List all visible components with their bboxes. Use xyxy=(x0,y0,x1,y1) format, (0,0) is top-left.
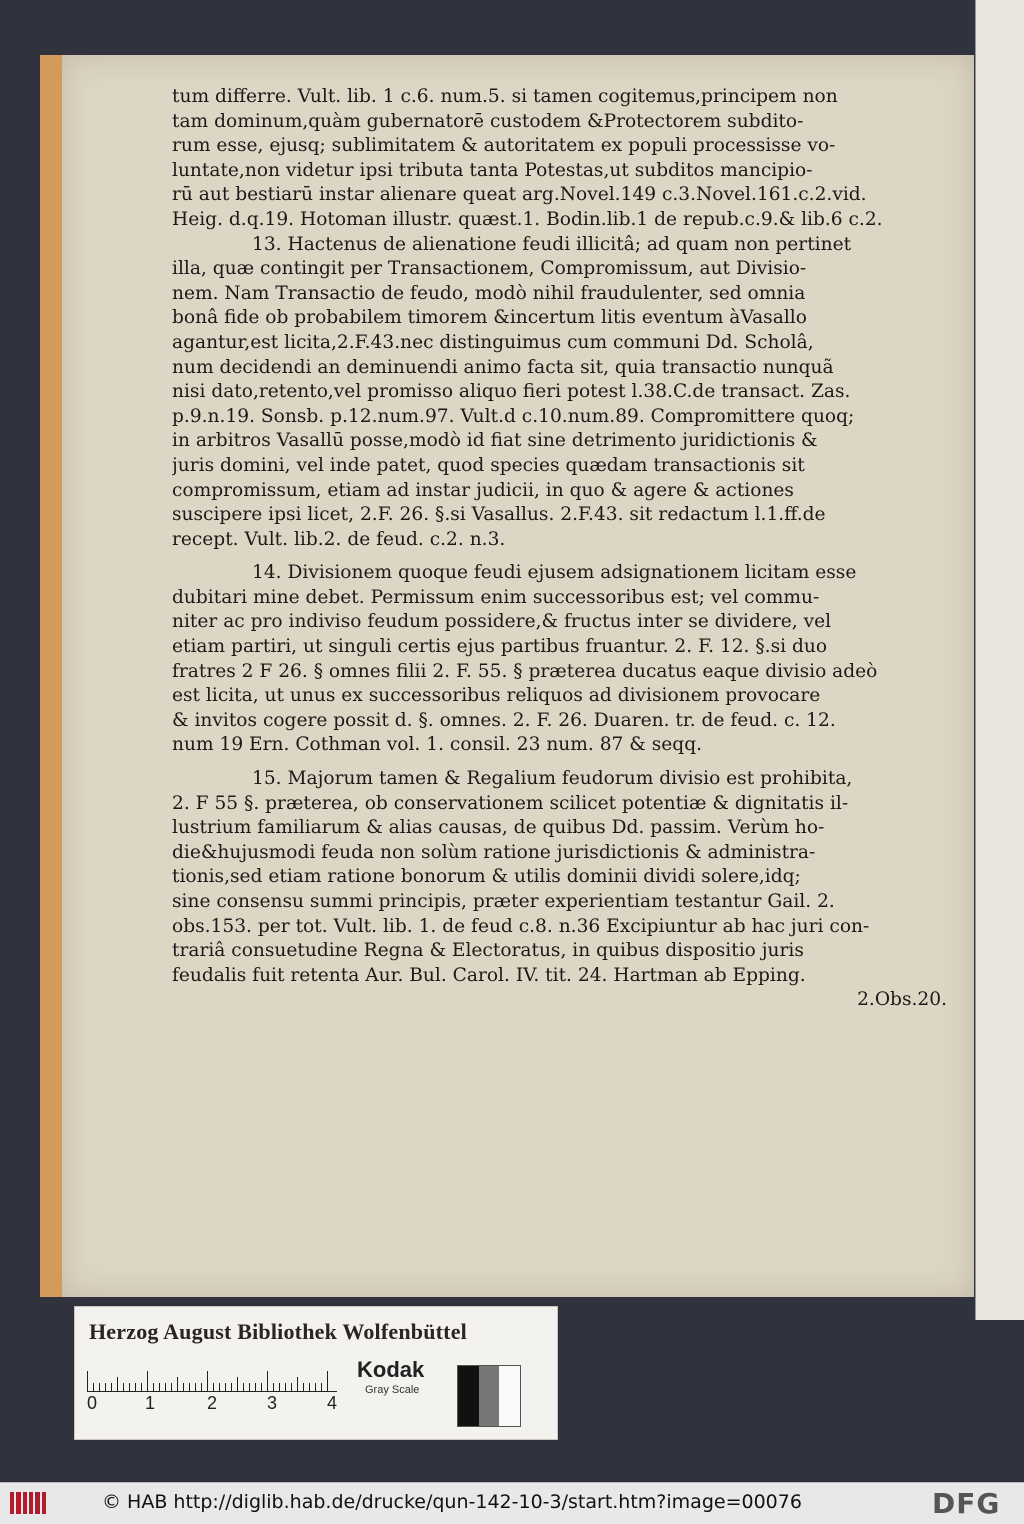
ruler-number: 2 xyxy=(207,1393,218,1413)
ruler-tick xyxy=(135,1383,136,1391)
text-line: agantur,est licita,2.F.43.nec distinguimus cum communi Dd. Scholâ, xyxy=(172,331,814,353)
text-line: obs.153. per tot. Vult. lib. 1. de feud c.8. n.36 Excipiuntur ab hac juri con- xyxy=(172,915,870,937)
kodak-logo: Kodak xyxy=(357,1357,425,1382)
text-line: sine consensu summi principis, præter experientiam testantur Gail. 2. xyxy=(172,891,835,912)
scale-ruler xyxy=(87,1371,337,1392)
text-line: dubitari mine debet. Permissum enim successoribus est; vel commu- xyxy=(172,586,820,608)
ruler-tick xyxy=(327,1371,328,1391)
ruler-tick xyxy=(279,1383,280,1391)
copyright-link[interactable]: © HAB http://diglib.hab.de/drucke/qun-142-10-3/start.htm?image=00076 xyxy=(102,1491,802,1513)
ruler-tick xyxy=(249,1383,250,1391)
text-line: bonâ fide ob probabilem timorem &incertum litis eventum àVasallo xyxy=(172,307,807,329)
ruler-number: 0 xyxy=(87,1393,98,1413)
ruler-tick xyxy=(111,1383,112,1391)
text-line: Heig. d.q.19. Hotoman illustr. quæst.1. Bodin.lib.1 de repub.c.9.& lib.6 c.2. xyxy=(172,208,883,230)
ruler-tick xyxy=(243,1383,244,1391)
ruler-tick xyxy=(183,1383,184,1391)
text-line: 2. F 55 §. præterea, ob conservationem scilicet potentiæ & dignitatis il- xyxy=(172,792,849,814)
gray-scale-swatches xyxy=(457,1365,521,1427)
ruler-tick xyxy=(213,1383,214,1391)
text-line: nem. Nam Transactio de feudo, modò nihil fraudulenter, sed omnia xyxy=(172,282,806,304)
footer-bar xyxy=(0,1482,1024,1524)
text-line: tionis,sed etiam ratione bonorum & utilis dominii dividi solere,idq; xyxy=(172,866,801,888)
ruler-tick xyxy=(303,1383,304,1391)
ruler-tick xyxy=(159,1383,160,1391)
ruler-tick xyxy=(237,1377,238,1391)
ruler-number: 3 xyxy=(267,1393,278,1413)
ruler-tick xyxy=(321,1383,322,1391)
ruler-tick xyxy=(87,1371,88,1391)
ruler-tick xyxy=(273,1383,274,1391)
ruler-tick xyxy=(171,1383,172,1391)
ruler-tick xyxy=(153,1383,154,1391)
ruler-tick xyxy=(177,1377,178,1391)
catchword: 2.Obs.20. xyxy=(857,989,947,1011)
swatch-white xyxy=(499,1366,520,1426)
ruler-tick xyxy=(261,1383,262,1391)
ruler-tick xyxy=(165,1383,166,1391)
ruler-tick xyxy=(231,1383,232,1391)
ruler-tick xyxy=(141,1383,142,1391)
swatch-gray xyxy=(479,1366,500,1426)
text-line: fratres 2 F 26. § omnes filii 2. F. 55. § præterea ducatus eaque divisio adeò xyxy=(172,660,878,682)
ruler-tick xyxy=(219,1383,220,1391)
text-line: & invitos cogere possit d. §. omnes. 2. F. 26. Duaren. tr. de feud. c. 12. xyxy=(172,709,836,731)
text-line: tam dominum,quàm gubernatorē custodem &Protectorem subdito- xyxy=(172,110,804,132)
paragraph-13-start: 13. Hactenus de alienatione feudi illicitâ; ad quam non pertinet xyxy=(252,233,852,255)
text-line: p.9.n.19. Sonsb. p.12.num.97. Vult.d c.10.num.89. Compromittere quoq; xyxy=(172,405,855,427)
ruler-number: 1 xyxy=(145,1393,156,1413)
text-line: feudalis fuit retenta Aur. Bul. Carol. IV. tit. 24. Hartman ab Epping. xyxy=(172,964,806,986)
text-line: luntate,non videtur ipsi tributa tanta Potestas,ut subditos mancipio- xyxy=(172,159,813,181)
ruler-tick xyxy=(117,1377,118,1391)
ruler-tick xyxy=(99,1383,100,1391)
ruler-number: 4 xyxy=(327,1393,338,1413)
text-line: tum differre. Vult. lib. 1 c.6. num.5. si tamen cogitemus,principem non xyxy=(172,86,838,107)
ruler-tick xyxy=(207,1371,208,1391)
ruler-tick xyxy=(93,1383,94,1391)
gray-scale-label: Gray Scale xyxy=(365,1384,420,1396)
ruler-tick xyxy=(123,1383,124,1391)
ruler-tick xyxy=(267,1371,268,1391)
text-line: juris domini, vel inde patet, quod species quædam transactionis sit xyxy=(172,454,805,476)
text-line: suscipere ipsi licet, 2.F. 26. §.si Vasallus. 2.F.43. sit redactum l.1.ff.de xyxy=(172,504,826,526)
text-line: nisi dato,retento,vel promisso aliquo fieri potest l.38.C.de transact. Zas. xyxy=(172,381,851,403)
text-line: rū aut bestiarū instar alienare queat arg.Novel.149 c.3.Novel.161.c.2.vid. xyxy=(172,184,867,206)
text-line: niter ac pro indiviso feudum possidere,& fructus inter se dividere, vel xyxy=(172,611,832,633)
ruler-tick xyxy=(225,1383,226,1391)
paragraph-15-start: 15. Majorum tamen & Regalium feudorum divisio est prohibita, xyxy=(252,768,853,790)
text-line: num 19 Ern. Cothman vol. 1. consil. 23 num. 87 & seqq. xyxy=(172,734,703,756)
ruler-tick xyxy=(297,1377,298,1391)
text-line: illa, quæ contingit per Transactionem, Compromissum, aut Divisio- xyxy=(172,258,807,280)
ruler-tick xyxy=(195,1383,196,1391)
text-line: est licita, ut unus ex successoribus reliquos ad divisionem provocare xyxy=(172,685,821,707)
ruler-tick xyxy=(315,1383,316,1391)
ruler-tick xyxy=(129,1383,130,1391)
ruler-tick xyxy=(255,1383,256,1391)
ruler-tick xyxy=(291,1383,292,1391)
dfg-logo: DFG xyxy=(932,1487,1001,1520)
library-name: Herzog August Bibliothek Wolfenbüttel xyxy=(89,1319,467,1344)
text-line: die&hujusmodi feuda non solùm ratione jurisdictionis & administra- xyxy=(172,841,816,863)
ruler-tick xyxy=(147,1371,148,1391)
hab-logo-icon xyxy=(10,1492,46,1514)
text-line: rum esse, ejusq; sublimitatem & autoritatem ex populi processisse vo- xyxy=(172,135,836,157)
text-line: in arbitros Vasallū posse,modò id fiat sine detrimento juridictionis & xyxy=(172,430,818,452)
text-line: lustrium familiarum & alias causas, de quibus Dd. passim. Verùm ho- xyxy=(172,817,825,839)
ruler-numbers xyxy=(87,1393,347,1419)
text-line: recept. Vult. lib.2. de feud. c.2. n.3. xyxy=(172,528,506,550)
text-line: etiam partiri, ut singuli certis ejus partibus fruantur. 2. F. 12. §.si duo xyxy=(172,636,828,658)
swatch-black xyxy=(458,1366,479,1426)
ruler-tick xyxy=(201,1383,202,1391)
text-line: trariâ consuetudine Regna & Electoratus, in quibus dispositio juris xyxy=(172,940,804,962)
color-calibration-card xyxy=(74,1306,558,1440)
ruler-tick xyxy=(189,1383,190,1391)
page-text xyxy=(172,85,947,1013)
ruler-tick xyxy=(105,1383,106,1391)
ruler-tick xyxy=(285,1383,286,1391)
adjacent-page-strip xyxy=(975,0,1024,1320)
text-line: compromissum, etiam ad instar judicii, in quo & agere & actiones xyxy=(172,479,794,501)
paragraph-14-start: 14. Divisionem quoque feudi ejusem adsignationem licitam esse xyxy=(252,562,857,584)
text-line: num decidendi an deminuendi animo facta sit, quia transactio nunquã xyxy=(172,356,834,378)
ruler-tick xyxy=(309,1383,310,1391)
